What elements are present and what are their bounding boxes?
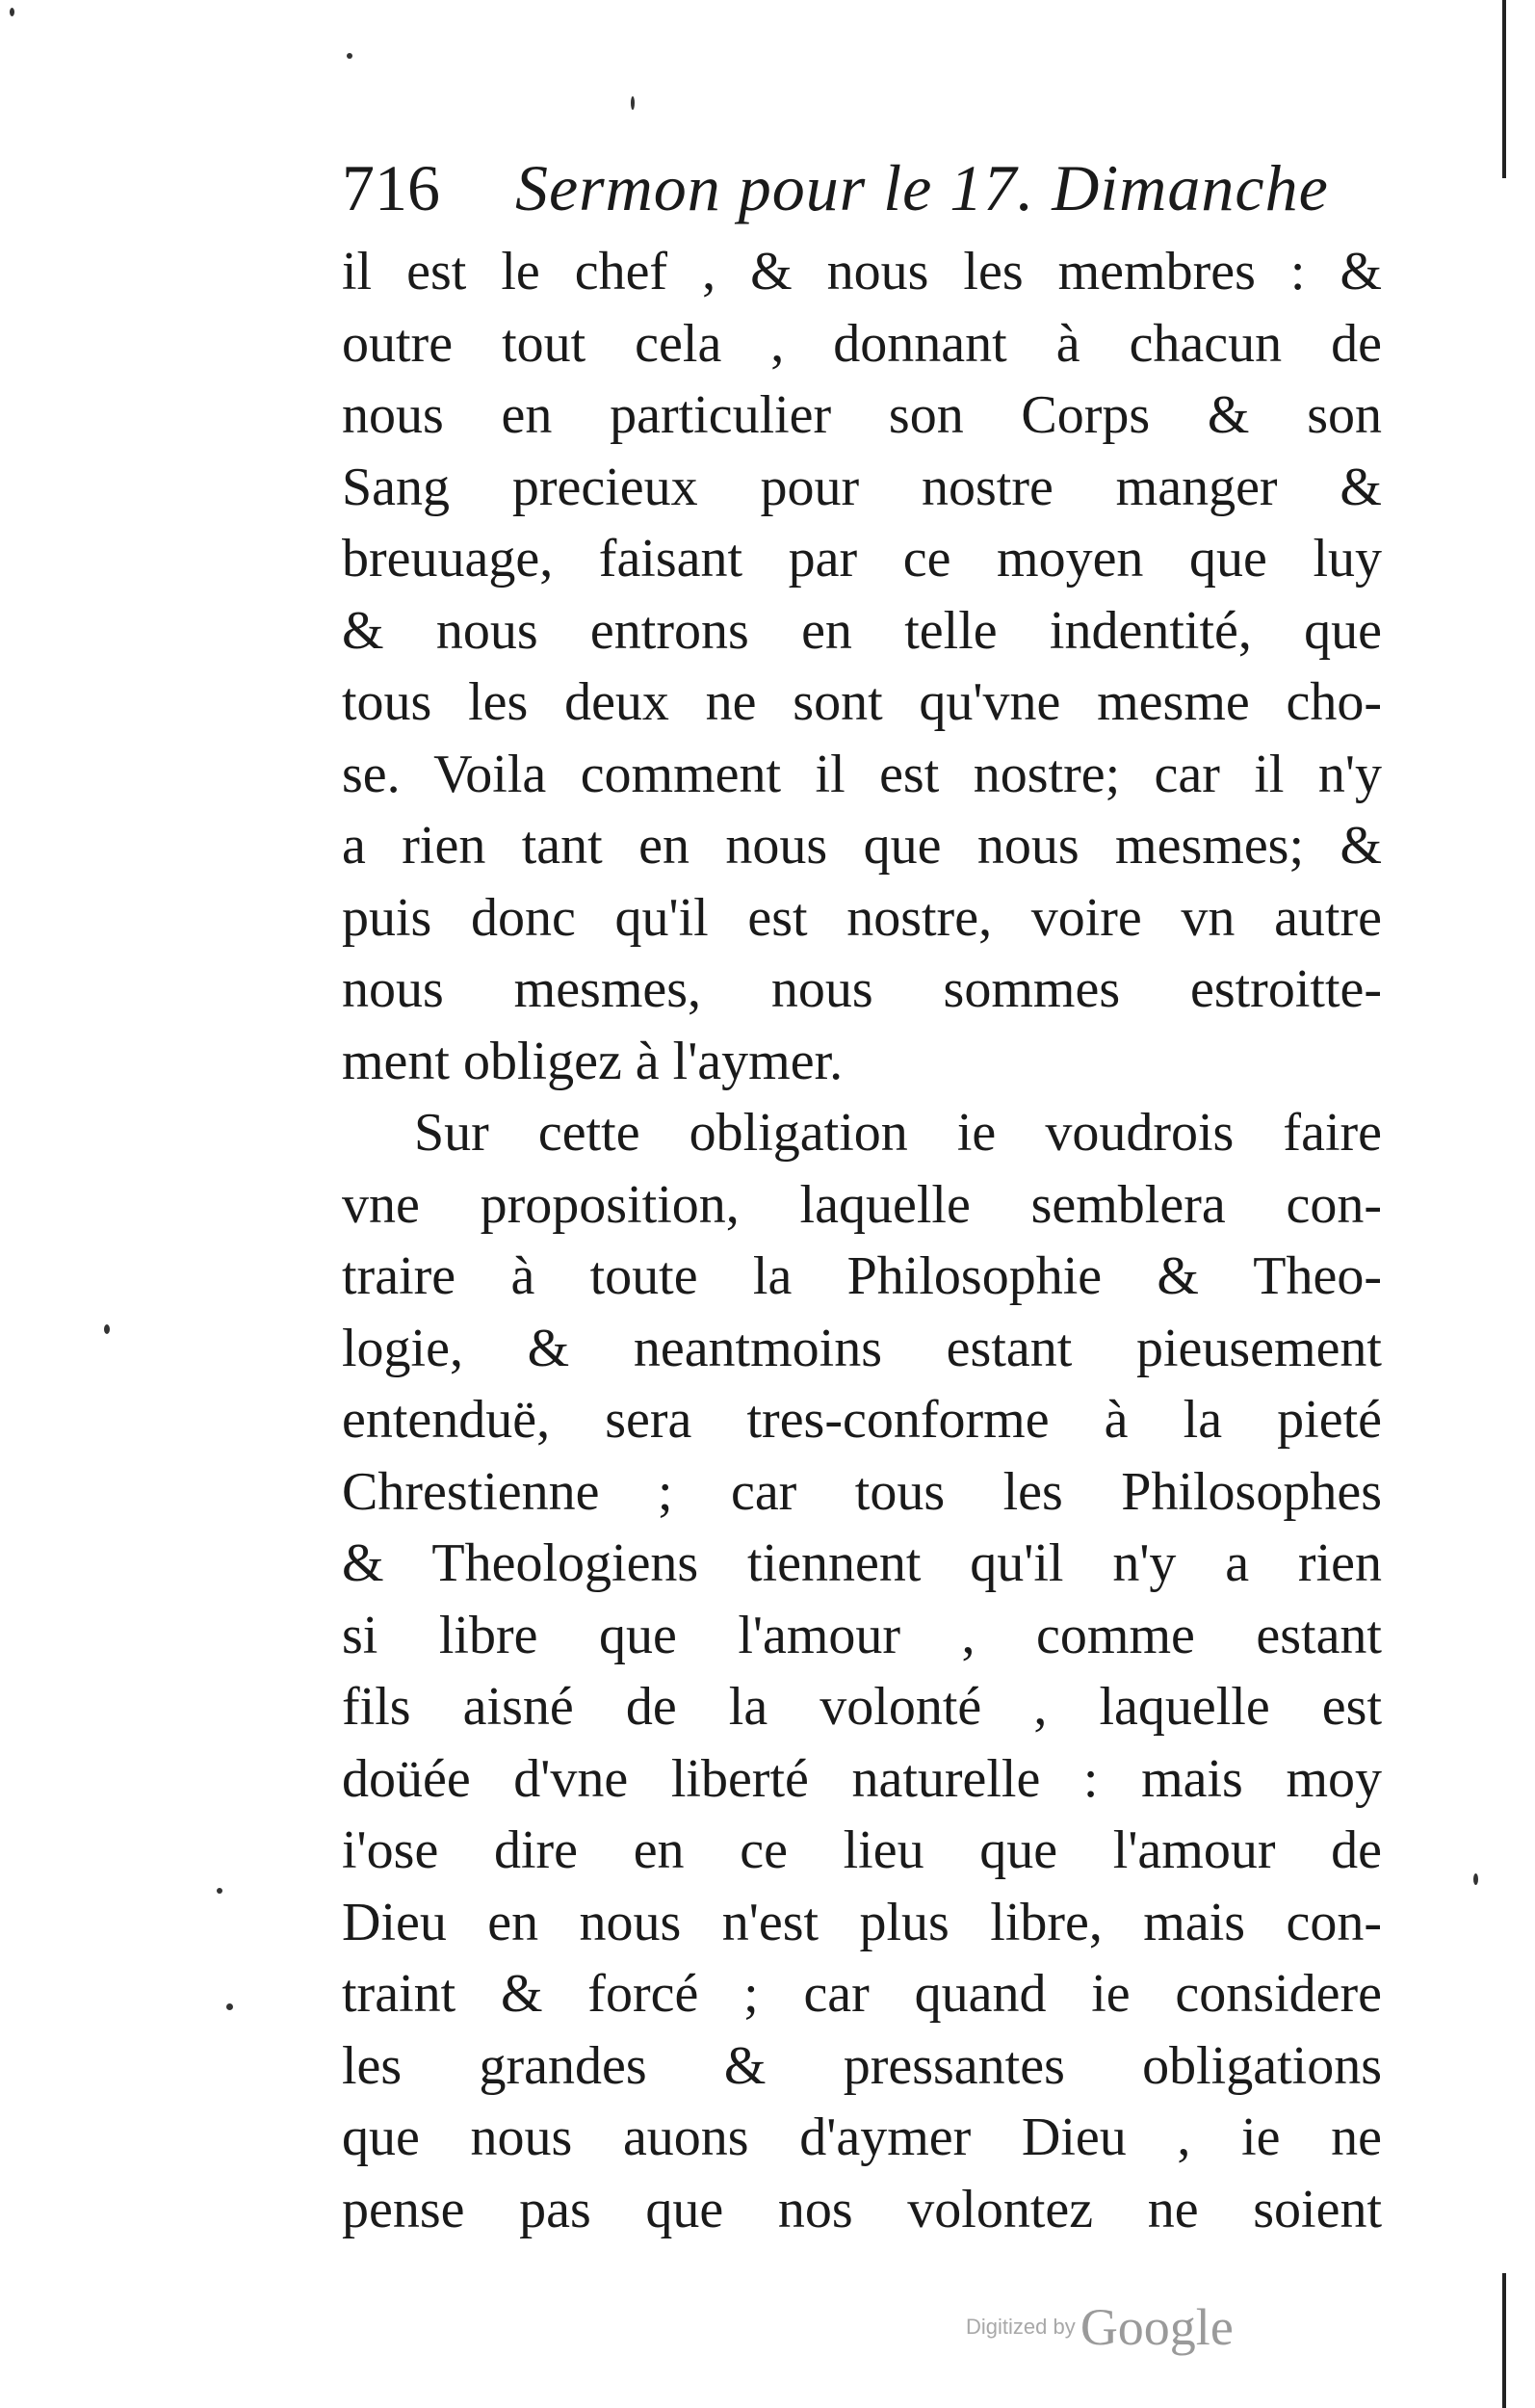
body-text (342, 236, 1382, 2245)
page-edge-line-bottom (1502, 2273, 1506, 2408)
text-line: si libre que l'amour , comme estant (342, 1605, 1382, 1665)
digitized-watermark (966, 2297, 1293, 2365)
text-line: que nous auons d'aymer Dieu , ie ne (342, 2107, 1382, 2167)
page-header (342, 144, 1329, 231)
ink-speck (217, 1888, 222, 1894)
text-line: i'ose dire en ce lieu que l'amour de (342, 1820, 1382, 1880)
text-line: se. Voila comment il est nostre; car il n'y (342, 744, 1382, 804)
ink-speck (104, 1324, 110, 1334)
text-line: fils aisné de la volonté , laquelle est (342, 1677, 1382, 1737)
ink-speck (10, 8, 14, 16)
text-line-paragraph-end: ment obligez à l'aymer. (342, 1031, 844, 1091)
text-line-paragraph-start: Sur cette obligation ie voudrois faire (414, 1103, 1382, 1163)
running-head: Sermon pour le 17. Dimanche (515, 151, 1329, 224)
text-line: logie, & neantmoins estant pieusement (342, 1318, 1382, 1378)
text-line: puis donc qu'il est nostre, voire vn autre (342, 887, 1382, 948)
text-line: & nous entrons en telle indentité, que (342, 600, 1382, 661)
text-line: tous les deux ne sont qu'vne mesme cho- (342, 672, 1382, 732)
text-line: a rien tant en nous que nous mesmes; & (342, 816, 1382, 876)
text-line: les grandes & pressantes obligations (342, 2035, 1382, 2096)
watermark-prefix: Digitized by (966, 2315, 1076, 2339)
page-number: 716 (342, 151, 440, 224)
text-line: Chrestienne ; car tous les Philosophes (342, 1461, 1382, 1522)
text-line: & Theologiens tiennent qu'il n'y a rien (342, 1533, 1382, 1593)
ink-speck (347, 53, 352, 59)
page-edge-line-top (1502, 0, 1506, 178)
watermark-brand: Google (1080, 2298, 1234, 2356)
text-line: il est le chef , & nous les membres : & (342, 242, 1382, 301)
text-line: doüée d'vne liberté naturelle : mais moy (342, 1748, 1382, 1809)
ink-speck (631, 96, 635, 110)
ink-speck (1473, 1873, 1478, 1885)
text-line: pense pas que nos volontez ne soient (342, 2179, 1382, 2239)
text-line: nous mesmes, nous sommes estroitte- (342, 959, 1382, 1019)
text-line: entenduë, sera tres-conforme à la pieté (342, 1390, 1382, 1450)
text-line: Sang precieux pour nostre manger & (342, 457, 1382, 517)
text-line: traire à toute la Philosophie & Theo- (342, 1246, 1382, 1306)
text-line: breuuage, faisant par ce moyen que luy (342, 529, 1382, 589)
text-line: vne proposition, laquelle semblera con- (342, 1174, 1382, 1235)
text-line: nous en particulier son Corps & son (342, 385, 1382, 445)
text-line: outre tout cela , donnant à chacun de (342, 313, 1382, 374)
text-line: traint & forcé ; car quand ie considere (342, 1964, 1382, 2024)
text-line: Dieu en nous n'est plus libre, mais con- (342, 1892, 1382, 1952)
ink-speck (226, 2003, 233, 2010)
